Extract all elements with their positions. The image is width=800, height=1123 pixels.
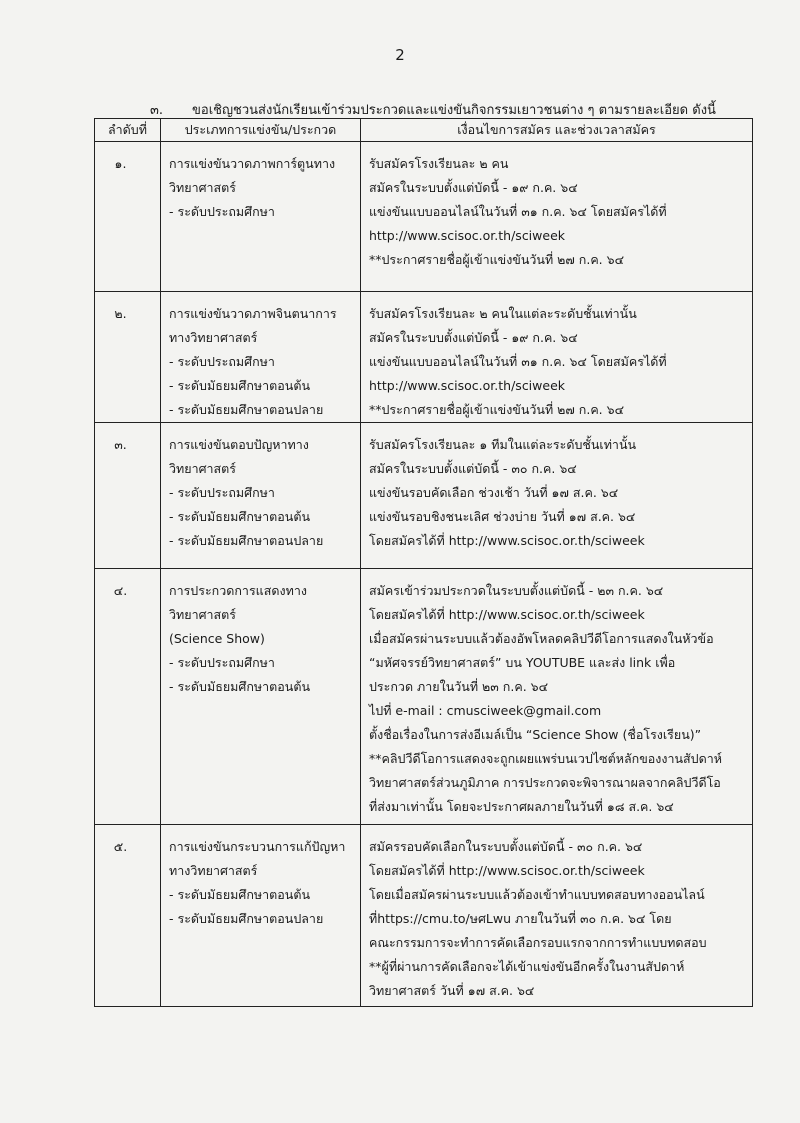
registration-conditions: [361, 423, 753, 569]
condition-line: แข่งขันแบบออนไลน์ในวันที่ ๓๑ ก.ค. ๖๔ โดยสมัครได้ที่: [369, 354, 667, 369]
condition-line: เมื่อสมัครผ่านระบบแล้วต้องอัพโหลดคลิปวีดีโอการแสดงในหัวข้อ: [369, 631, 714, 646]
condition-line: วิทยาศาสตร์ส่วนภูมิภาค การประกวดจะพิจารณาผลจากคลิปวีดีโอ: [369, 775, 721, 790]
condition-line: **ประกาศรายชื่อผู้เข้าแข่งขันวันที่ ๒๗ ก.ค. ๖๔: [369, 252, 625, 267]
condition-line: โดยสมัครได้ที่ http://www.scisoc.or.th/sciweek: [369, 607, 645, 622]
competition-type: [161, 569, 361, 825]
condition-line: แข่งขันรอบชิงชนะเลิศ ช่วงบ่าย วันที่ ๑๗ ส.ค. ๖๔: [369, 509, 636, 524]
condition-line: โดยสมัครได้ที่ http://www.scisoc.or.th/sciweek: [369, 863, 645, 878]
condition-line: สมัครในระบบตั้งแต่บัดนี้ - ๑๙ ก.ค. ๖๔: [369, 330, 578, 345]
type-line: วิทยาศาสตร์: [169, 607, 237, 622]
type-line: - ระดับประถมศึกษา: [169, 354, 275, 369]
condition-line: **ประกาศรายชื่อผู้เข้าแข่งขันวันที่ ๒๗ ก.ค. ๖๔: [369, 402, 625, 417]
type-line: การแข่งขันวาดภาพจินตนาการ: [169, 306, 337, 321]
competition-type: [161, 423, 361, 569]
header-order: ลำดับที่: [95, 119, 161, 142]
table-row: [95, 825, 753, 1007]
type-line: การประกวดการแสดงทาง: [169, 583, 307, 598]
condition-line: รับสมัครโรงเรียนละ ๑ ทีมในแต่ละระดับชั้นเท่านั้น: [369, 437, 637, 452]
condition-line: สมัครในระบบตั้งแต่บัดนี้ - ๑๙ ก.ค. ๖๔: [369, 180, 578, 195]
type-line: - ระดับมัธยมศึกษาตอนต้น: [169, 679, 310, 694]
competition-type: [161, 292, 361, 423]
type-line: ทางวิทยาศาสตร์: [169, 330, 258, 345]
condition-line: โดยเมื่อสมัครผ่านระบบแล้วต้องเข้าทำแบบทดสอบทางออนไลน์: [369, 887, 705, 902]
type-line: - ระดับมัธยมศึกษาตอนต้น: [169, 887, 310, 902]
header-type: ประเภทการแข่งขัน/ประกวด: [161, 119, 361, 142]
header-conditions: เงื่อนไขการสมัคร และช่วงเวลาสมัคร: [361, 119, 753, 142]
type-line: วิทยาศาสตร์: [169, 180, 237, 195]
condition-line: รับสมัครโรงเรียนละ ๒ คนในแต่ละระดับชั้นเท่านั้น: [369, 306, 637, 321]
condition-line: แข่งขันรอบคัดเลือก ช่วงเช้า วันที่ ๑๗ ส.ค. ๖๔: [369, 485, 619, 500]
condition-line: http://www.scisoc.or.th/sciweek: [369, 228, 566, 243]
condition-line: ตั้งชื่อเรื่องในการส่งอีเมล์เป็น “Science Show (ชื่อโรงเรียน)”: [369, 727, 702, 742]
condition-line: **ผู้ที่ผ่านการคัดเลือกจะได้เข้าแข่งขันอีกครั้งในงานสัปดาห์: [369, 959, 685, 974]
type-line: การแข่งขันกระบวนการแก้ปัญหา: [169, 839, 346, 854]
competition-table: [94, 118, 753, 1007]
condition-line: ไปที่ e-mail : cmusciweek@gmail.com: [369, 703, 602, 718]
condition-line: คณะกรรมการจะทำการคัดเลือกรอบแรกจากการทำแบบทดสอบ: [369, 935, 707, 950]
page-number: 2: [395, 46, 405, 64]
condition-line: สมัครเข้าร่วมประกวดในระบบตั้งแต่บัดนี้ - ๒๓ ก.ค. ๖๔: [369, 583, 664, 598]
type-line: การแข่งขันตอบปัญหาทาง: [169, 437, 309, 452]
row-number: ๑.: [95, 142, 161, 292]
condition-line: แข่งขันแบบออนไลน์ในวันที่ ๓๑ ก.ค. ๖๔ โดยสมัครได้ที่: [369, 204, 667, 219]
condition-line: สมัครในระบบตั้งแต่บัดนี้ - ๓๐ ก.ค. ๖๔: [369, 461, 577, 476]
condition-line: โดยสมัครได้ที่ http://www.scisoc.or.th/sciweek: [369, 533, 645, 548]
type-line: (Science Show): [169, 631, 265, 646]
intro-number: ๓.: [150, 103, 164, 118]
type-line: - ระดับมัธยมศึกษาตอนปลาย: [169, 533, 324, 548]
table-header-row: [95, 119, 753, 142]
condition-line: **คลิปวีดีโอการแสดงจะถูกเผยแพร่บนเวปไซต์หลักของงานสัปดาห์: [369, 751, 722, 766]
table-row: [95, 142, 753, 292]
type-line: - ระดับประถมศึกษา: [169, 204, 275, 219]
competition-type: [161, 825, 361, 1007]
row-number: ๓.: [95, 423, 161, 569]
type-line: - ระดับประถมศึกษา: [169, 485, 275, 500]
type-line: - ระดับมัธยมศึกษาตอนปลาย: [169, 911, 324, 926]
type-line: วิทยาศาสตร์: [169, 461, 237, 476]
table-row: [95, 423, 753, 569]
condition-line: รับสมัครโรงเรียนละ ๒ คน: [369, 156, 509, 171]
condition-line: “มหัศจรรย์วิทยาศาสตร์” บน YOUTUBE และส่ง link เพื่อ: [369, 655, 676, 670]
type-line: ทางวิทยาศาสตร์: [169, 863, 258, 878]
registration-conditions: [361, 292, 753, 423]
competition-type: [161, 142, 361, 292]
table-row: [95, 292, 753, 423]
registration-conditions: [361, 569, 753, 825]
row-number: ๕.: [95, 825, 161, 1007]
condition-line: วิทยาศาสตร์ วันที่ ๑๗ ส.ค. ๖๔: [369, 983, 535, 998]
row-number: ๔.: [95, 569, 161, 825]
type-line: การแข่งขันวาดภาพการ์ตูนทาง: [169, 156, 336, 171]
intro-heading: [150, 99, 716, 120]
type-line: - ระดับมัธยมศึกษาตอนปลาย: [169, 402, 324, 417]
registration-conditions: [361, 825, 753, 1007]
condition-line: ที่https://cmu.to/ษศLwu ภายในวันที่ ๓๐ ก.ค. ๖๔ โดย: [369, 911, 672, 926]
condition-line: สมัครรอบคัดเลือกในระบบตั้งแต่บัดนี้ - ๓๐ ก.ค. ๖๔: [369, 839, 643, 854]
row-number: ๒.: [95, 292, 161, 423]
condition-line: http://www.scisoc.or.th/sciweek: [369, 378, 566, 393]
registration-conditions: [361, 142, 753, 292]
type-line: - ระดับประถมศึกษา: [169, 655, 275, 670]
type-line: - ระดับมัธยมศึกษาตอนต้น: [169, 509, 310, 524]
condition-line: ประกวด ภายในวันที่ ๒๓ ก.ค. ๖๔: [369, 679, 549, 694]
intro-text: ขอเชิญชวนส่งนักเรียนเข้าร่วมประกวดและแข่งขันกิจกรรมเยาวชนต่าง ๆ ตามรายละเอียด ดังนี้: [192, 103, 716, 118]
table-row: [95, 569, 753, 825]
type-line: - ระดับมัธยมศึกษาตอนต้น: [169, 378, 310, 393]
condition-line: ที่ส่งมาเท่านั้น โดยจะประกาศผลภายในวันที่ ๑๘ ส.ค. ๖๔: [369, 799, 674, 814]
